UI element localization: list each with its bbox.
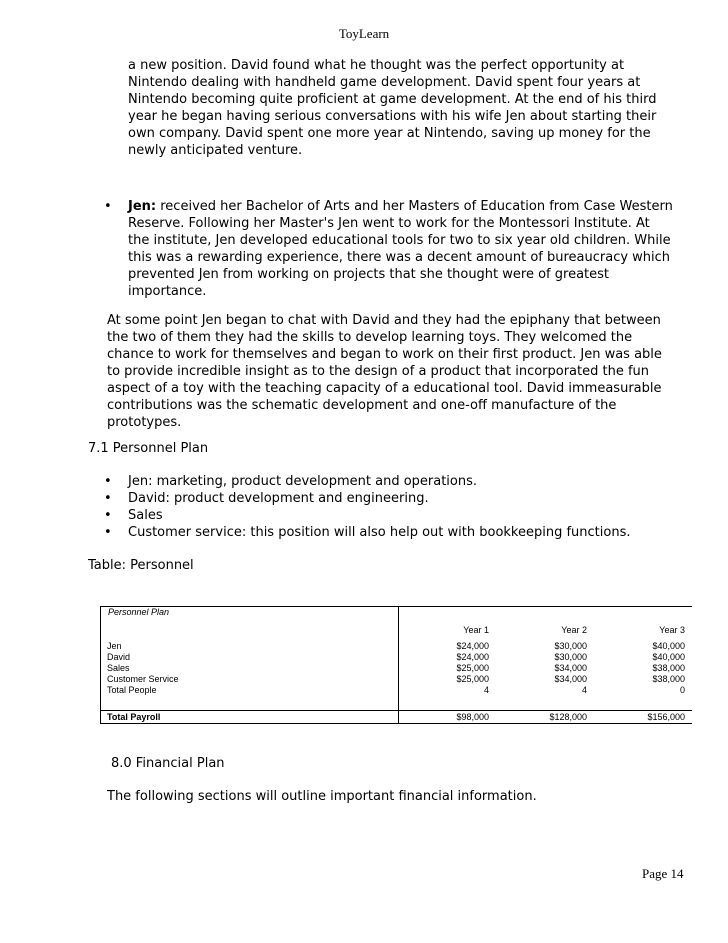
text-line: the institute, Jen developed educational tools for two to six year old children. While [128, 233, 671, 248]
row-value: $30,000 [554, 652, 587, 662]
row-label: Jen [107, 641, 122, 651]
total-label: Total Payroll [107, 712, 161, 722]
row-value: $24,000 [456, 652, 489, 662]
list-item: Customer service: this position will also help out with bookkeeping functions. [128, 525, 631, 540]
row-label: Sales [107, 663, 130, 673]
text-line: a new position. David found what he thought was the perfect opportunity at [128, 58, 625, 73]
table-rule [100, 723, 692, 724]
jen-first-line: received her Bachelor of Arts and her Masters of Education from Case Western [160, 199, 673, 214]
column-header: Year 3 [659, 625, 685, 635]
text-line: aspect of a toy with the teaching capacity of a educational tool. David immeasurable [107, 381, 662, 396]
column-header: Year 1 [463, 625, 489, 635]
text-line: At some point Jen began to chat with David and they had the epiphany that between [107, 313, 661, 328]
row-value: 4 [581, 685, 587, 695]
bullet-icon: • [104, 525, 112, 540]
row-label: David [107, 652, 131, 662]
text-line: year he began having serious conversations with his wife Jen about starting their [128, 109, 657, 124]
jen-name-label: Jen: [128, 199, 157, 214]
text-line: Nintendo dealing with handheld game development. David spent four years at [128, 75, 641, 90]
row-value: $34,000 [554, 663, 587, 673]
list-item: David: product development and engineering. [128, 491, 429, 506]
table-left-border [100, 606, 101, 724]
bullet-icon: • [104, 474, 112, 489]
table-rule [100, 710, 692, 711]
list-item: Jen: marketing, product development and operations. [128, 474, 478, 489]
row-value: $25,000 [456, 674, 489, 684]
row-value: $24,000 [456, 641, 489, 651]
row-value: $38,000 [652, 663, 685, 673]
text-line: newly anticipated venture. [128, 143, 303, 158]
text-line: contributions was the schematic development and one-off manufacture of the [107, 398, 617, 413]
text-line: chance to work for themselves and began to work on their first product. Jen was able [107, 347, 662, 362]
table-caption: Table: Personnel [88, 558, 194, 573]
text-line [128, 199, 673, 216]
text-line: own company. David spent one more year at Nintendo, saving up money for the [128, 126, 651, 141]
text-line: to provide incredible insight as to the design of a product that incorporated the fun [107, 364, 650, 379]
section-heading-financial-plan: 8.0 Financial Plan [111, 756, 225, 771]
row-value: $38,000 [652, 674, 685, 684]
section-heading-personnel-plan: 7.1 Personnel Plan [88, 441, 209, 456]
text-line: prototypes. [107, 415, 182, 430]
personnel-table [100, 606, 692, 724]
total-value: $156,000 [647, 712, 685, 722]
text-line: this was a rewarding experience, there was a decent amount of bureaucracy which [128, 250, 671, 265]
page-number: Page 14 [642, 866, 684, 881]
text-line: Reserve. Following her Master's Jen went to work for the Montessori Institute. At [128, 216, 650, 231]
total-value: $98,000 [456, 712, 489, 722]
row-value: $40,000 [652, 652, 685, 662]
total-value: $128,000 [549, 712, 587, 722]
financial-plan-text: The following sections will outline important financial information. [107, 789, 537, 804]
column-header: Year 2 [561, 625, 587, 635]
row-value: 0 [679, 685, 685, 695]
bullet-icon: • [104, 199, 112, 214]
bullet-icon: • [104, 491, 112, 506]
row-value: 4 [483, 685, 489, 695]
table-column-divider [398, 606, 399, 724]
row-value: $34,000 [554, 674, 587, 684]
bullet-icon: • [104, 508, 112, 523]
text-line: Nintendo becoming quite proficient at game development. At the end of his third [128, 92, 657, 107]
table-title: Personnel Plan [108, 607, 170, 617]
row-label: Total People [107, 685, 157, 695]
page-header-title: ToyLearn [338, 26, 390, 41]
table-rule [100, 606, 692, 607]
row-value: $30,000 [554, 641, 587, 651]
text-line: importance. [128, 284, 207, 299]
row-value: $25,000 [456, 663, 489, 673]
text-line: the two of them they had the skills to develop learning toys. They welcomed the [107, 330, 633, 345]
row-label: Customer Service [107, 674, 179, 684]
text-line: prevented Jen from working on projects that she thought were of greatest [128, 267, 609, 282]
row-value: $40,000 [652, 641, 685, 651]
list-item: Sales [128, 508, 163, 523]
